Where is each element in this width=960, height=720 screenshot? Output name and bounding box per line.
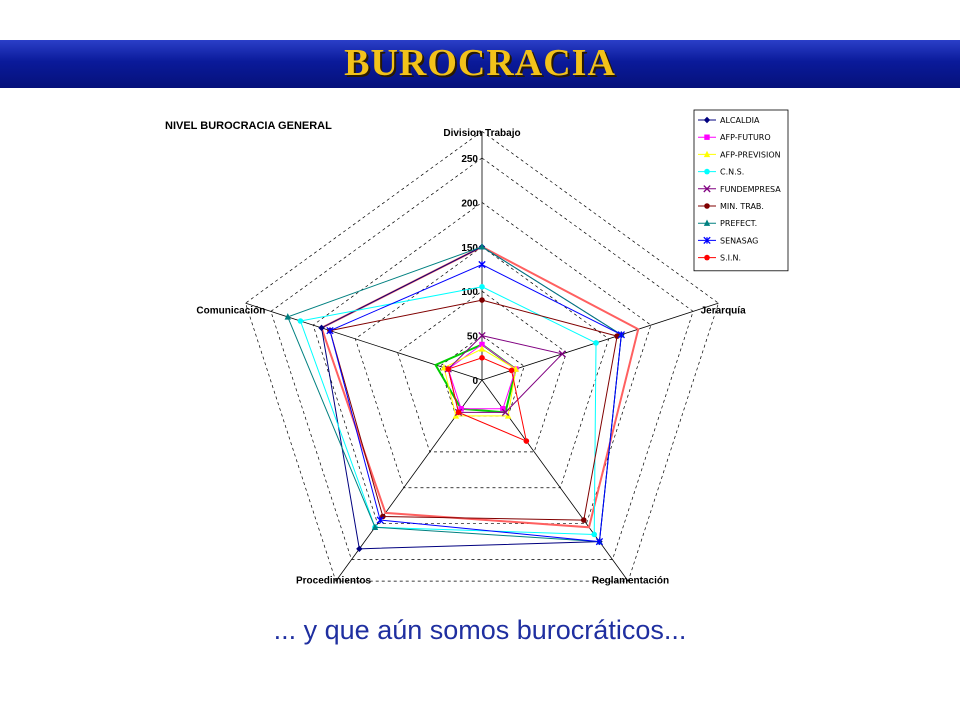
legend-entry: C.N.S. bbox=[720, 167, 745, 177]
slide-caption: ... y que aún somos burocráticos... bbox=[273, 615, 687, 645]
axis-label: Comunicación bbox=[196, 305, 266, 317]
axis-label: Reglamentación bbox=[591, 575, 670, 587]
data-point bbox=[356, 546, 362, 552]
data-point bbox=[524, 438, 530, 444]
legend-marker bbox=[704, 255, 710, 261]
legend-entry: ALCALDIA bbox=[720, 116, 760, 125]
data-point bbox=[591, 532, 597, 538]
legend-entry: AFP-FUTURO bbox=[720, 133, 771, 143]
data-point bbox=[479, 284, 485, 290]
data-point bbox=[456, 410, 462, 416]
axis-label: Procedimientos bbox=[295, 575, 372, 587]
tick-label: 200 bbox=[461, 198, 478, 210]
slide-title: BUROCRACIA bbox=[344, 42, 616, 84]
legend-entry: SENASAG bbox=[720, 236, 759, 246]
legend-entry: FUNDEMPRESA bbox=[720, 184, 781, 194]
tick-label: 0 bbox=[472, 376, 478, 387]
data-point bbox=[581, 517, 587, 523]
legend-entry: S.I.N. bbox=[720, 253, 742, 263]
legend-entry: PREFECT. bbox=[720, 219, 758, 229]
legend-marker bbox=[704, 135, 709, 140]
data-point bbox=[298, 318, 304, 324]
tick-label: 50 bbox=[466, 331, 478, 343]
tick-label: 250 bbox=[461, 154, 478, 165]
legend-marker bbox=[704, 169, 710, 175]
series-line bbox=[322, 247, 639, 527]
legend-marker bbox=[704, 203, 710, 209]
legend-entry: MIN. TRAB. bbox=[720, 202, 764, 211]
data-point bbox=[479, 297, 485, 303]
chart-title: NIVEL BUROCRACIA GENERAL bbox=[165, 120, 332, 132]
data-point bbox=[593, 340, 599, 346]
legend-entry: AFP-PREVISION bbox=[720, 150, 781, 160]
data-point bbox=[479, 261, 485, 267]
axis-label: Jerarquía bbox=[700, 305, 746, 317]
data-point bbox=[445, 366, 451, 372]
data-point bbox=[479, 355, 485, 361]
tick-label: 150 bbox=[461, 242, 478, 254]
series-line bbox=[330, 265, 621, 542]
tick-label: 100 bbox=[461, 287, 478, 299]
axis-label: Division Trabajo bbox=[443, 128, 521, 139]
data-point bbox=[509, 368, 515, 374]
